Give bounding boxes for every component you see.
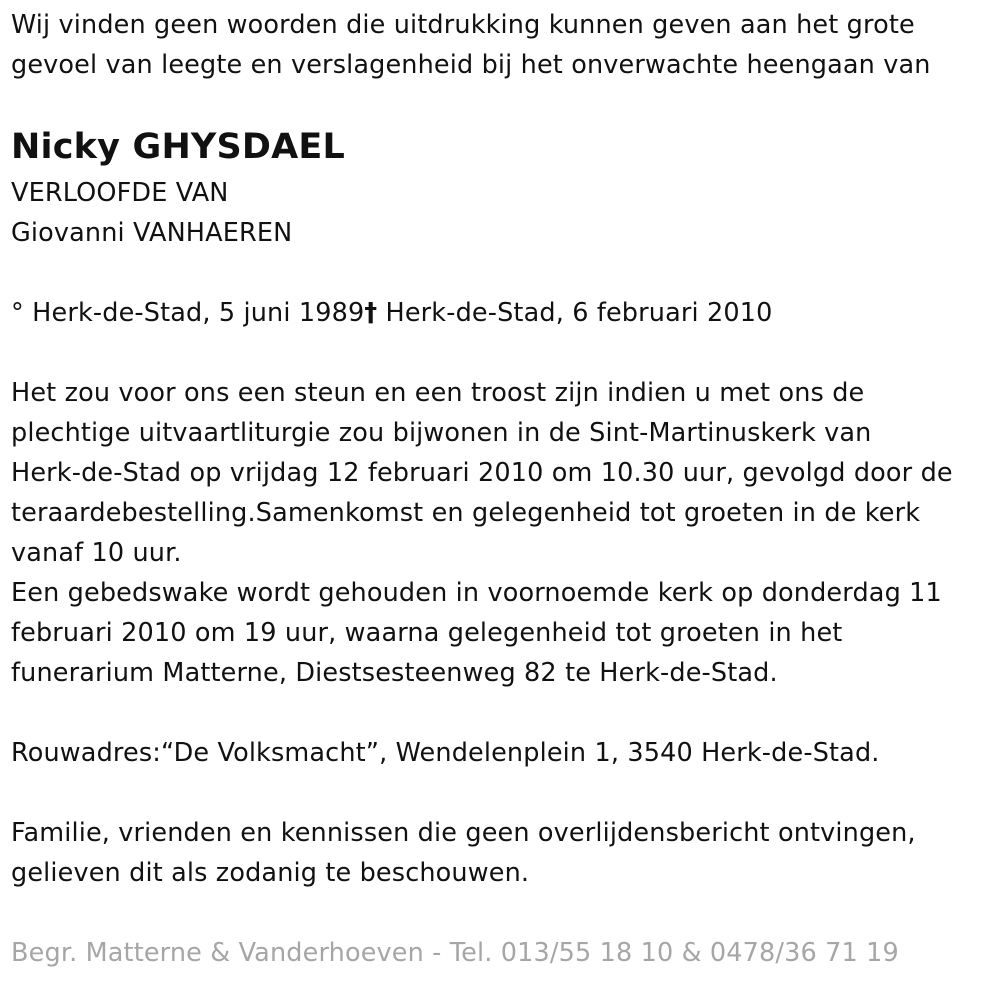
partner-name: Giovanni VANHAEREN [11, 218, 293, 248]
vigil-line: februari 2010 om 19 uur, waarna gelegenheid tot groeten in het [11, 618, 843, 648]
notice-paragraph [11, 813, 916, 893]
ceremony-line: Het zou voor ons een steun en een troost zijn indien u met ons de [11, 378, 865, 408]
birth-death-dates [11, 293, 772, 333]
vigil-line: funerarium Matterne, Diestsesteenweg 82 te Herk-de-Stad. [11, 658, 778, 688]
ceremony-line: plechtige uitvaartliturgie zou bijwonen in de Sint-Martinuskerk van [11, 418, 872, 448]
vigil-line: Een gebedswake wordt gehouden in voornoemde kerk op donderdag 11 [11, 578, 942, 608]
ceremony-line: vanaf 10 uur. [11, 538, 182, 568]
ceremony-paragraph [11, 373, 953, 693]
birth-info: Herk-de-Stad, 5 juni 1989 [23, 298, 365, 328]
relation-block [11, 173, 292, 253]
notice-line: gelieven dit als zodanig te beschouwen. [11, 858, 530, 888]
ceremony-line: teraardebestelling.Samenkomst en gelegenheid tot groeten in de kerk [11, 498, 921, 528]
funeral-director-footer: Begr. Matterne & Vanderhoeven - Tel. 013/55 18 10 & 0478/36 71 19 [11, 938, 899, 968]
relation-label: VERLOOFDE VAN [11, 178, 229, 208]
cross-icon: † [364, 298, 378, 328]
intro-line: gevoel van leegte en verslagenheid bij het onverwachte heengaan van [11, 50, 931, 80]
birth-symbol-icon: ° [11, 298, 24, 328]
intro-paragraph [11, 5, 931, 85]
death-info: Herk-de-Stad, 6 februari 2010 [377, 298, 773, 328]
deceased-name: Nicky GHYSDAEL [11, 127, 346, 167]
mourning-address: Rouwadres:“De Volksmacht”, Wendelenplein 1, 3540 Herk-de-Stad. [11, 738, 880, 768]
ceremony-line: Herk-de-Stad op vrijdag 12 februari 2010 om 10.30 uur, gevolgd door de [11, 458, 953, 488]
notice-line: Familie, vrienden en kennissen die geen overlijdensbericht ontvingen, [11, 818, 916, 848]
intro-line: Wij vinden geen woorden die uitdrukking kunnen geven aan het grote [11, 10, 915, 40]
